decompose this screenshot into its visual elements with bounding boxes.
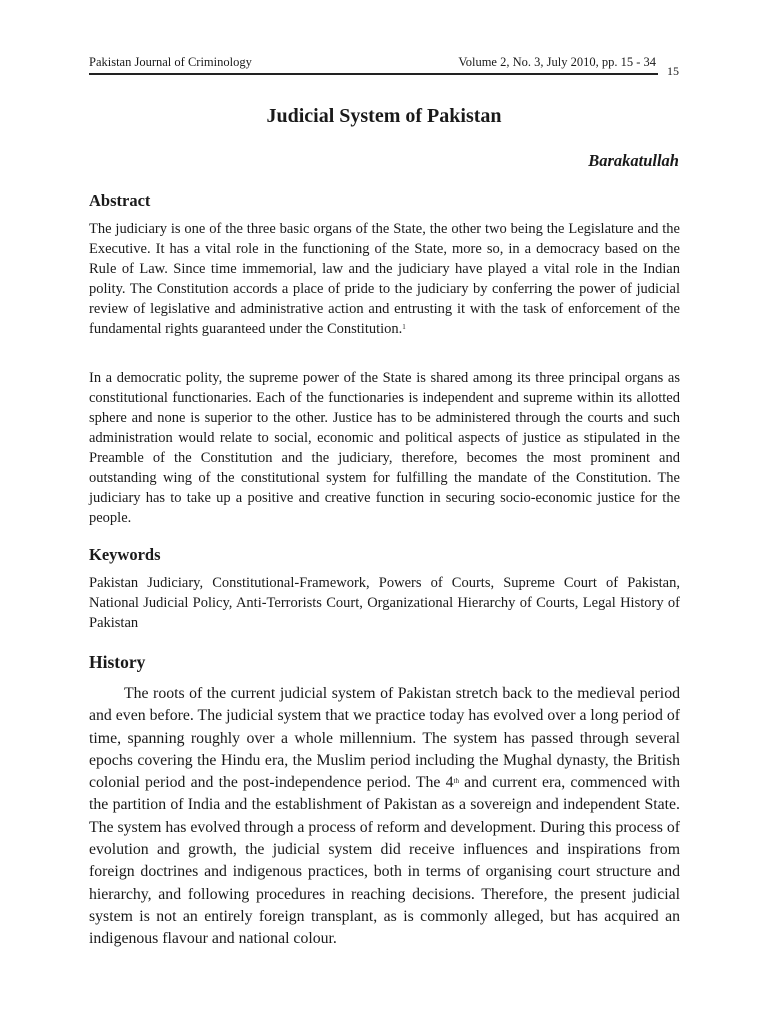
keywords-text: Pakistan Judiciary, Constitutional-Framework, Powers of Courts, Supreme Court of Pakistan, National Judicial Policy, Anti-Terrorists Court, Organizational Hierarchy of Courts, Legal History of Pakistan <box>89 575 680 631</box>
journal-name: Pakistan Journal of Criminology <box>89 55 252 69</box>
keywords-heading: Keywords <box>89 545 161 564</box>
abstract-paragraph-2: In a democratic polity, the supreme power of the State is shared among its three principal organs as constitutional functionaries. Each of the functionaries is independent and supreme within its allotted sphere and none is superior to the other. Justice has to be administered through the courts and such administration would relate to social, economic and political aspects of justice as stipulated in the Preamble of the Constitution and the judiciary, therefore, becomes the most prominent and outstanding wing of the constitutional system for fulfilling the mandate of the Constitution. The judiciary has to take up a positive and creative function in securing socio-economic justice for the people. <box>89 370 680 526</box>
history-paragraph <box>89 683 680 951</box>
header-rule <box>89 73 658 75</box>
footnote-marker: 1 <box>402 323 406 331</box>
volume-info: Volume 2, No. 3, July 2010, pp. 15 - 34 <box>458 55 656 69</box>
abstract-heading: Abstract <box>89 191 151 210</box>
paper-title: Judicial System of Pakistan <box>266 105 502 127</box>
author-name: Barakatullah <box>588 151 679 170</box>
abstract-paragraph-1-text: The judiciary is one of the three basic organs of the State, the other two being the Legislature and the Executive. It has a vital role in the functioning of the State, more so, in a democracy based on the Rule of Law. Since time immemorial, law and the judiciary have played a vital role in the Indian polity. The Constitution accords a place of pride to the judiciary by conferring the power of judicial review of legislative and administrative action and entrusting it with the task of enforcement of the fundamental rights guaranteed under the Constitution. <box>89 221 680 337</box>
abstract-paragraph-1 <box>89 219 680 339</box>
history-heading: History <box>89 652 146 672</box>
ordinal-superscript: th <box>453 777 459 786</box>
history-text-part-1: The roots of the current judicial system of Pakistan stretch back to the medieval period and even before. The judicial system that we practice today has evolved over a long period of time, spanning roughly over a whole millennium. The system has passed through several epochs covering the Hindu era, the Muslim period including the Mughal dynasty, the British colonial period and the post-independence period. The 4 <box>89 685 680 792</box>
history-text-part-2: and current era, commenced with the partition of India and the establishment of Pakistan as a sovereign and independent State. The system has evolved through a process of reform and development. During this process of evolution and growth, the judicial system did receive influences and inspirations from foreign doctrines and indigenous practices, both in terms of organising court structure and hierarchy, and following procedures in reaching decisions. Therefore, the present judicial system is not an entirely foreign transplant, as is commonly alleged, but has acquired an indigenous flavour and national colour. <box>89 774 681 948</box>
page-number: 15 <box>667 64 679 78</box>
